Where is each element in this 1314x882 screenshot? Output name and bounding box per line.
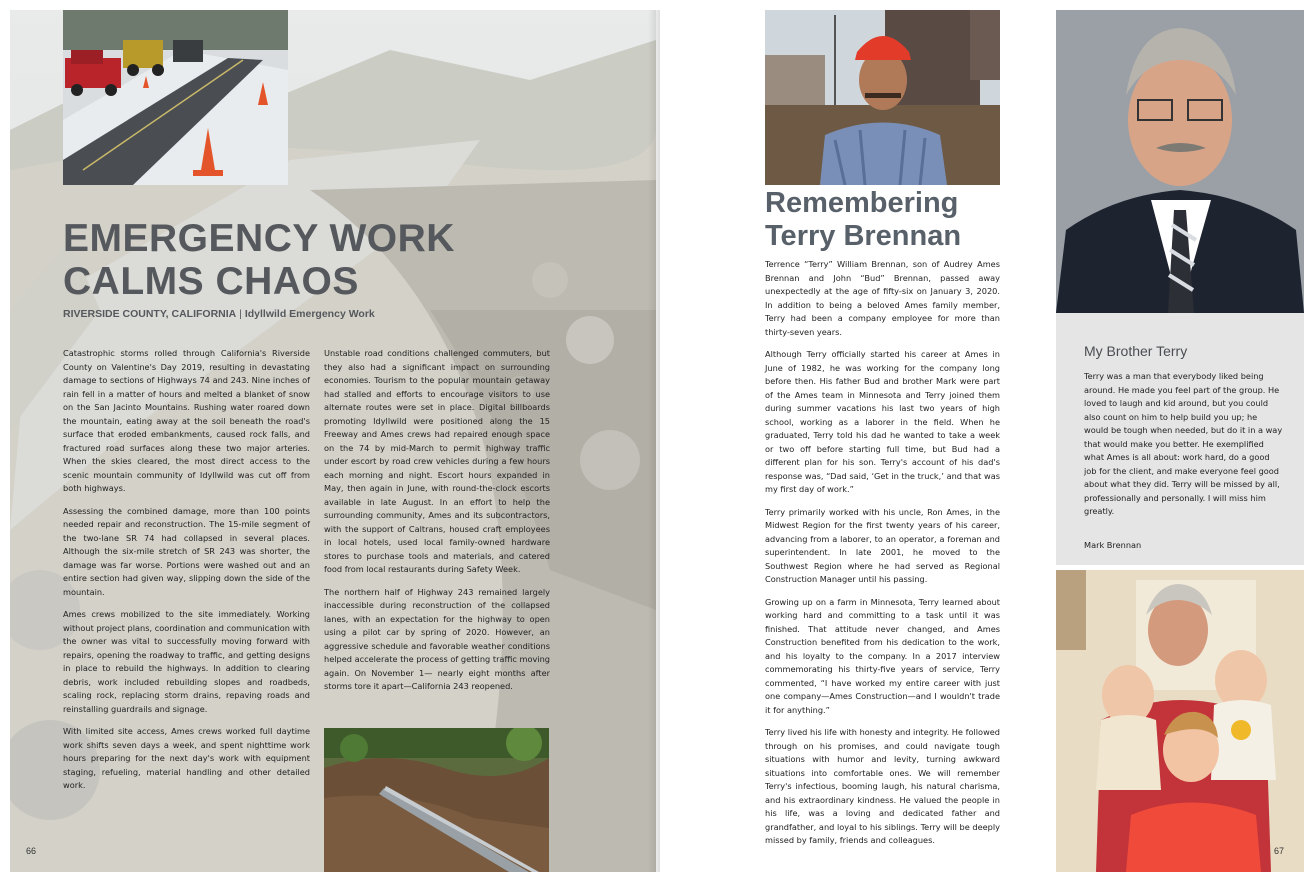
paragraph: Terry lived his life with honesty and integrity. He followed through on his promises, and could navigate tough situations with humor and levity, turning awkward situations into comfortable ones. We will remember Terry's infectious, booming laugh, his natural charisma, and his extraordinary kindness. He valued the people in his life, was a loving and dedicated father and grandfather, and loyal to his siblings. Terry will be deeply missed by family, friends and colleagues. bbox=[765, 727, 1000, 845]
memorial-title bbox=[765, 187, 1025, 253]
paragraph: Unstable road conditions challenged commuters, but they also had a significant impact on surrounding economies. Tourism to the popular mountain getaway had stalled and efforts to encourage visitors to use alternate routes were set in place. Digital billboards promoting Idyllwild were positioned along the 15 Freeway and Ames crews had repaired enough space on the 74 by mid-March to permit highway traffic under escort by road crew vehicles during a few hours each morning and night. Escort hours expanded in May, then again in June, with round-the-clock escorts available in late August. In an effort to help the surrounding community, Ames and its subcontractors, with the support of Caltrans, housed craft employees in local hotels, used local family-owned hardware stores to purchase tools and materials, and catered food from local restaurants during Safety Week. bbox=[324, 348, 550, 574]
paragraph: Catastrophic storms rolled through California's Riverside County on Valentine's Day 2019, resulting in devastating damage to sections of Highways 74 and 243. Nine inches of rain fell in a matter of hours and melted a blanket of snow on the San Jacinto Mountains. Rushing water roared down the mountain, eating away at the soil beneath the road's surface that eroded embankments, caused rock falls, and fractured road surfaces along these two major arteries. When the skies cleared, the most direct access to the scenic mountain community of Idyllwild was cut off from both highways. bbox=[63, 348, 310, 493]
family-photo bbox=[1056, 570, 1304, 872]
memorial-column bbox=[765, 258, 1000, 857]
page-number: 67 bbox=[1274, 846, 1285, 856]
left-page bbox=[10, 10, 656, 872]
sidebar-heading: My Brother Terry bbox=[1084, 343, 1188, 359]
left-column-2 bbox=[324, 347, 550, 703]
paragraph: With limited site access, Ames crews worked full daytime work shifts seven days a week, and spent nighttime work hours preparing for the next day's work with equipment staging, refueling, material handling and other detailed work. bbox=[63, 726, 310, 790]
location-label: RIVERSIDE COUNTY, CALIFORNIA bbox=[63, 308, 237, 320]
pipe-installation-photo bbox=[324, 728, 549, 872]
paragraph: Although Terry officially started his career at Ames in June of 1982, he was working for the company long before then. His father Bud and brother Mark were part of the Ames team in Minnesota and Terry joined them during summer vacations his last two years of high school, working as a laborer in the field. When he graduated, Terry told his dad he wanted to take a week or two off before starting full time, but Bud had a different plan for his son. Terry's account of his dad's response was, “Dad said, ‘Get in the truck,’ and that was my first day of work.” bbox=[765, 349, 1000, 494]
paragraph: The northern half of Highway 243 remained largely inaccessible during reconstruction of the collapsed lanes, with an expectation for the highway to open using a pilot car by spring of 2020. However, an aggressive schedule and favorable weather conditions helped accelerate the process of getting traffic moving again. On November 1— nearly eight months after storms tore it apart—California 243 reopened. bbox=[324, 586, 550, 691]
project-label: Idyllwild Emergency Work bbox=[244, 308, 375, 320]
right-page bbox=[660, 10, 1304, 872]
title-line-2: CALMS CHAOS bbox=[63, 260, 359, 303]
sidebar-body: Terry was a man that everybody liked being around. He made you feel part of the group. He loved to laugh and kid around, but you could also count on him to help build you up; he would be tough when needed, but do it in a way that would make you better. He exemplified what Ames is all about: work hard, do a good job for the client, and make everyone feel good about what they did. Terry will be missed by all, professionally and personally. I will miss him greatly. bbox=[1084, 371, 1283, 516]
paragraph: Assessing the combined damage, more than 100 points needed repair and reconstruction. The 15-mile segment of the two-lane SR 74 had collapsed in several places. Although the six-mile stretch of SR 243 was shorter, the damage was far worse. Portions were washed out and an entire section had given way, slipping down the side of the mountain. bbox=[63, 505, 310, 597]
subhead-separator: | bbox=[236, 308, 245, 320]
paragraph: Growing up on a farm in Minnesota, Terry learned about working hard and committing to a task until it was finished. That attitude never changed, and Ames Construction benefited from his dedication to the work, and his loyalty to the company. In a 2017 interview commemorating his thirty-five years of service, Terry commented, “I have worked my entire career with just one company—Ames Construction—and I wouldn't trade it for anything.” bbox=[765, 596, 1000, 715]
page-number: 66 bbox=[26, 846, 37, 856]
article-subhead bbox=[63, 308, 375, 320]
title-line-1: EMERGENCY WORK bbox=[63, 217, 455, 260]
sidebar-signature: Mark Brennan bbox=[1084, 540, 1142, 550]
left-column-1 bbox=[63, 347, 310, 802]
terry-portrait-photo bbox=[1056, 10, 1304, 313]
title-line-2: Terry Brennan bbox=[765, 220, 962, 252]
paragraph: Terry primarily worked with his uncle, Ron Ames, in the Midwest Region for the first twenty years of his career, advancing from a laborer, to an operator, a foreman and superintendent. In late 2001, he moved to the Southwest Region where he had served as Regional Construction Manager until his passing. bbox=[765, 506, 1000, 584]
title-line-1: Remembering bbox=[765, 187, 959, 219]
article-title bbox=[63, 217, 483, 303]
paragraph: Ames crews mobilized to the site immediately. Working without project plans, coordination and communication with the owner was vital to successfully moving forward with repairs, opening the roadway to traffic, and getting designs in place to rebuild the highways. In addition to clearing debris, work included rebuilding slopes and roadbeds, scaling rock, replacing storm drains, repaving roads and reinstalling guardrails and signage. bbox=[63, 609, 310, 714]
snowy-road-photo bbox=[63, 10, 288, 185]
paragraph: Terrence “Terry” William Brennan, son of Audrey Ames Brennan and John “Bud” Brennan, passed away unexpectedly at the age of fifty-six on January 3, 2020. In addition to being a beloved Ames family member, Terry had been a company employee for more than thirty-seven years. bbox=[765, 259, 1000, 337]
young-terry-photo bbox=[765, 10, 1000, 185]
sidebar-box bbox=[1056, 313, 1304, 565]
